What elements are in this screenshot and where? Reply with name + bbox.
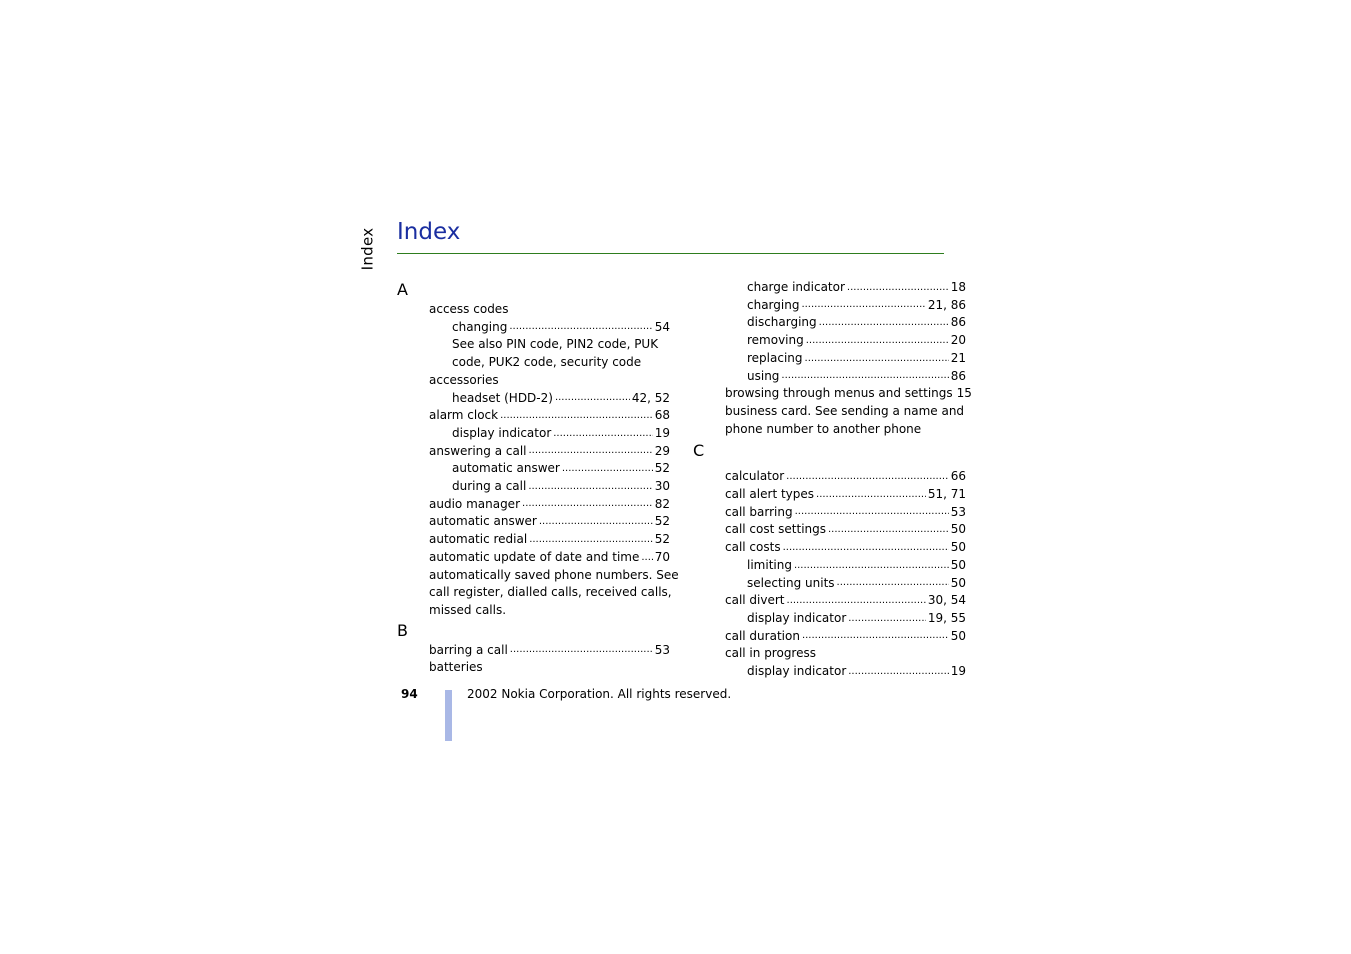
index-entry xyxy=(693,486,966,504)
entry-page-ref: 21 xyxy=(950,350,966,365)
index-entry xyxy=(397,513,670,531)
entries-a xyxy=(397,301,679,620)
section-letter-a: A xyxy=(397,280,408,299)
entry-term: browsing through menus and settings xyxy=(725,386,953,401)
entries-b xyxy=(397,642,670,677)
index-entry xyxy=(397,319,670,337)
leader-dots xyxy=(553,428,652,440)
entry-page-ref: 50 xyxy=(950,628,966,643)
leader-dots xyxy=(528,481,652,493)
copyright-footer: 2002 Nokia Corporation. All rights reserved. xyxy=(467,687,732,701)
entry-term: call barring xyxy=(725,504,793,519)
entry-page-ref: 53 xyxy=(654,642,670,657)
entry-term: answering a call xyxy=(429,443,527,458)
entry-page-ref: 18 xyxy=(950,280,966,294)
entry-term: removing xyxy=(747,333,804,348)
entry-page-ref: 50 xyxy=(950,575,966,590)
index-entry xyxy=(693,350,966,368)
index-entry xyxy=(397,301,670,319)
leader-dots xyxy=(562,463,653,475)
leader-dots xyxy=(500,410,653,422)
leader-dots xyxy=(816,489,926,501)
entry-term: changing xyxy=(452,319,508,334)
entry-page-ref: 68 xyxy=(654,408,670,423)
index-entry xyxy=(397,443,670,461)
entry-page-ref: 50 xyxy=(950,522,966,537)
index-entry xyxy=(693,592,966,610)
entry-page-ref: 53 xyxy=(950,504,966,519)
index-entry xyxy=(397,659,670,677)
entry-term: barring a call xyxy=(429,642,508,657)
leader-dots xyxy=(806,335,949,347)
index-entry xyxy=(693,575,966,593)
entry-term: using xyxy=(747,368,780,383)
index-entry xyxy=(693,332,966,350)
entry-term: display indicator xyxy=(452,425,552,440)
entry-page-ref: 82 xyxy=(654,496,670,511)
leader-dots xyxy=(641,552,652,564)
entry-page-ref: 52 xyxy=(654,532,670,547)
index-entry xyxy=(693,385,972,403)
entry-term: automatic redial xyxy=(429,532,528,547)
entry-term: call costs xyxy=(725,540,781,555)
leader-dots xyxy=(795,506,949,518)
leader-dots xyxy=(848,666,948,678)
entry-term: replacing xyxy=(747,350,803,365)
index-entry xyxy=(397,460,670,478)
index-entry xyxy=(693,368,966,386)
leader-dots xyxy=(847,282,949,294)
leader-dots xyxy=(539,516,653,528)
entry-page-ref: 52 xyxy=(654,461,670,476)
entry-page-ref: 30 xyxy=(654,479,670,494)
entry-term: accessories xyxy=(429,372,499,387)
side-tab-text: Index xyxy=(358,227,377,271)
index-entry xyxy=(693,468,966,486)
page-title: Index xyxy=(397,219,461,245)
leader-dots xyxy=(555,392,630,404)
index-entry xyxy=(693,279,966,297)
index-entry xyxy=(397,372,670,390)
index-entry xyxy=(397,425,670,443)
entry-term: See also PIN code, PIN2 code, PUK xyxy=(452,337,659,352)
index-entry xyxy=(397,496,670,514)
entry-term: code, PUK2 code, security code xyxy=(452,355,642,370)
entry-page-ref: 51, 71 xyxy=(927,487,966,502)
index-entry xyxy=(693,539,966,557)
entry-page-ref: 19, 55 xyxy=(927,610,966,625)
entry-term: headset (HDD-2) xyxy=(452,390,553,405)
index-column-right xyxy=(693,279,972,681)
index-entry xyxy=(397,549,670,567)
section-letter-b: B xyxy=(397,620,408,640)
leader-dots xyxy=(787,595,926,607)
entries-c xyxy=(693,468,966,680)
entry-page-ref: 19 xyxy=(950,664,966,679)
entry-page-ref: 42, 52 xyxy=(631,390,670,405)
entry-term: display indicator xyxy=(747,610,847,625)
index-entry xyxy=(397,336,670,354)
index-entry xyxy=(693,521,966,539)
entry-page-ref: 30, 54 xyxy=(927,593,966,608)
entry-term: automatic answer xyxy=(452,461,560,476)
entry-term: audio manager xyxy=(429,496,521,511)
leader-dots xyxy=(801,299,925,311)
entry-page-ref: 66 xyxy=(950,469,966,484)
entry-term: missed calls. xyxy=(429,602,507,617)
leader-dots xyxy=(529,445,653,457)
index-entry xyxy=(397,602,670,620)
leader-dots xyxy=(522,498,653,510)
leader-dots xyxy=(510,644,653,656)
entry-page-ref: 50 xyxy=(950,557,966,572)
entry-page-ref: 52 xyxy=(654,514,670,529)
leader-dots xyxy=(794,560,949,572)
section-letter-c: C xyxy=(693,441,705,461)
entry-term: charge indicator xyxy=(747,280,845,294)
leader-dots xyxy=(783,542,949,554)
side-tab-label xyxy=(352,226,382,272)
index-entry xyxy=(397,531,670,549)
leader-dots xyxy=(828,524,949,536)
entry-page-ref: 19 xyxy=(654,425,670,440)
entry-term: automatic answer xyxy=(429,514,537,529)
entry-term: automatic update of date and time xyxy=(429,549,640,564)
leader-dots xyxy=(529,534,653,546)
entry-term: call register, dialled calls, received calls, xyxy=(429,585,672,600)
leader-dots xyxy=(802,630,949,642)
entry-term: selecting units xyxy=(747,575,835,590)
entry-term: call divert xyxy=(725,593,785,608)
index-entry xyxy=(397,407,670,425)
entries-b-continued xyxy=(693,279,972,438)
index-entry xyxy=(693,628,966,646)
leader-dots xyxy=(848,613,926,625)
index-entry xyxy=(397,478,670,496)
index-entry xyxy=(693,610,966,628)
index-entry xyxy=(693,297,966,315)
index-entry xyxy=(693,663,966,681)
index-entry xyxy=(397,390,670,408)
entry-term: charging xyxy=(747,297,800,312)
entry-term: limiting xyxy=(747,557,792,572)
entry-page-ref: 86 xyxy=(950,368,966,383)
entry-page-ref: 70 xyxy=(654,549,670,564)
index-entry xyxy=(397,567,679,585)
index-entry xyxy=(397,642,670,660)
entry-page-ref: 86 xyxy=(950,315,966,330)
leader-dots xyxy=(805,353,949,365)
index-entry xyxy=(693,421,966,439)
page-marker-bar xyxy=(445,690,452,741)
entry-page-ref: 20 xyxy=(950,333,966,348)
leader-dots xyxy=(837,577,949,589)
entry-term: batteries xyxy=(429,660,483,675)
entry-term: discharging xyxy=(747,315,817,330)
entry-page-ref: 29 xyxy=(654,443,670,458)
index-entry xyxy=(693,314,966,332)
entry-term: call duration xyxy=(725,628,800,643)
entry-term: during a call xyxy=(452,479,527,494)
index-entry xyxy=(693,645,966,663)
entry-term: alarm clock xyxy=(429,408,499,423)
index-entry xyxy=(397,584,670,602)
entry-term: access codes xyxy=(429,302,509,316)
entry-page-ref: 54 xyxy=(654,319,670,334)
leader-dots xyxy=(781,370,948,382)
leader-dots xyxy=(786,471,949,483)
entry-term: automatically saved phone numbers. See xyxy=(429,567,679,582)
entry-page-ref: 50 xyxy=(950,540,966,555)
page-number: 94 xyxy=(401,687,418,701)
entry-page-ref: 15 xyxy=(956,386,972,401)
entry-term: call in progress xyxy=(725,646,816,661)
index-entry xyxy=(693,504,966,522)
entry-term: business card. See sending a name and xyxy=(725,403,965,418)
index-entry xyxy=(397,354,670,372)
index-entry xyxy=(693,403,966,421)
entry-page-ref: 21, 86 xyxy=(927,297,966,312)
index-column-left xyxy=(397,279,679,677)
entry-term: calculator xyxy=(725,469,785,484)
leader-dots xyxy=(819,317,949,329)
leader-dots xyxy=(509,321,652,333)
entry-term: phone number to another phone xyxy=(725,421,922,436)
entry-term: call cost settings xyxy=(725,522,826,537)
title-rule xyxy=(397,253,944,254)
index-entry xyxy=(693,557,966,575)
entry-term: display indicator xyxy=(747,664,847,679)
entry-term: call alert types xyxy=(725,487,815,502)
